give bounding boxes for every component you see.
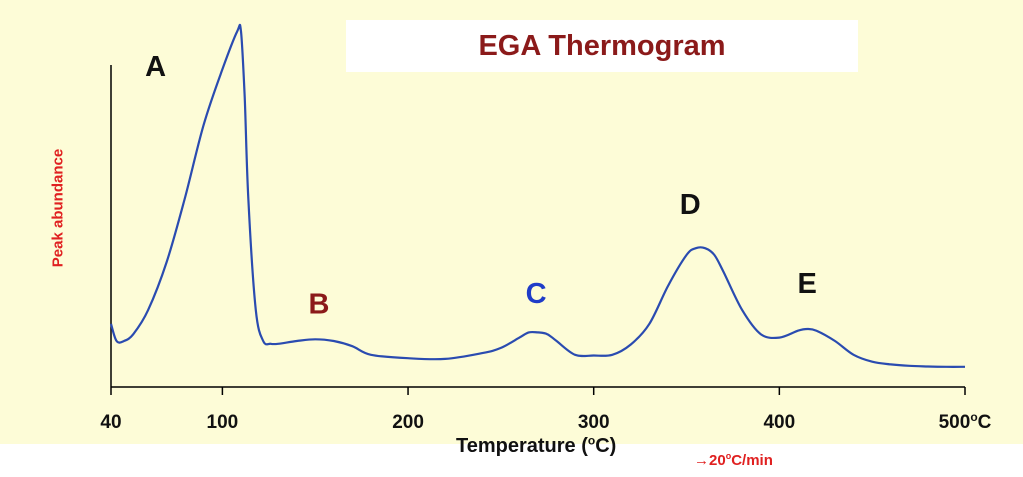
y-axis-label: Peak abundance xyxy=(49,148,67,268)
chart-title: EGA Thermogram xyxy=(478,29,726,62)
x-axis-tick-labels xyxy=(100,410,991,433)
heating-rate-suffix: C/min xyxy=(731,452,773,469)
peak-label-d: D xyxy=(679,188,701,221)
x-tick-label-300: 300 xyxy=(577,412,610,433)
peak-label-a: A xyxy=(145,51,167,84)
x-tick-label-100: 100 xyxy=(206,412,239,433)
x-tick-label-200: 200 xyxy=(392,412,424,433)
peak-label-e: E xyxy=(797,267,817,300)
x-axis-label-tail: C) xyxy=(595,435,617,457)
x-tick-label-40: 40 xyxy=(100,412,122,433)
peak-labels xyxy=(145,51,817,320)
x-axis-label-degree: o xyxy=(587,433,596,448)
peak-label-b: B xyxy=(308,288,330,321)
x-tick-label-400: 400 xyxy=(763,412,796,433)
x-axis-label-main: Temperature ( xyxy=(456,435,588,457)
x-tick-label-500: 500$^o$C xyxy=(938,410,992,433)
x-axis-ticks xyxy=(111,387,965,395)
peak-label-c: C xyxy=(525,278,547,311)
thermogram-curve xyxy=(111,25,965,367)
heating-rate-degree: o xyxy=(725,451,732,461)
heating-rate-prefix: →20 xyxy=(694,452,726,469)
